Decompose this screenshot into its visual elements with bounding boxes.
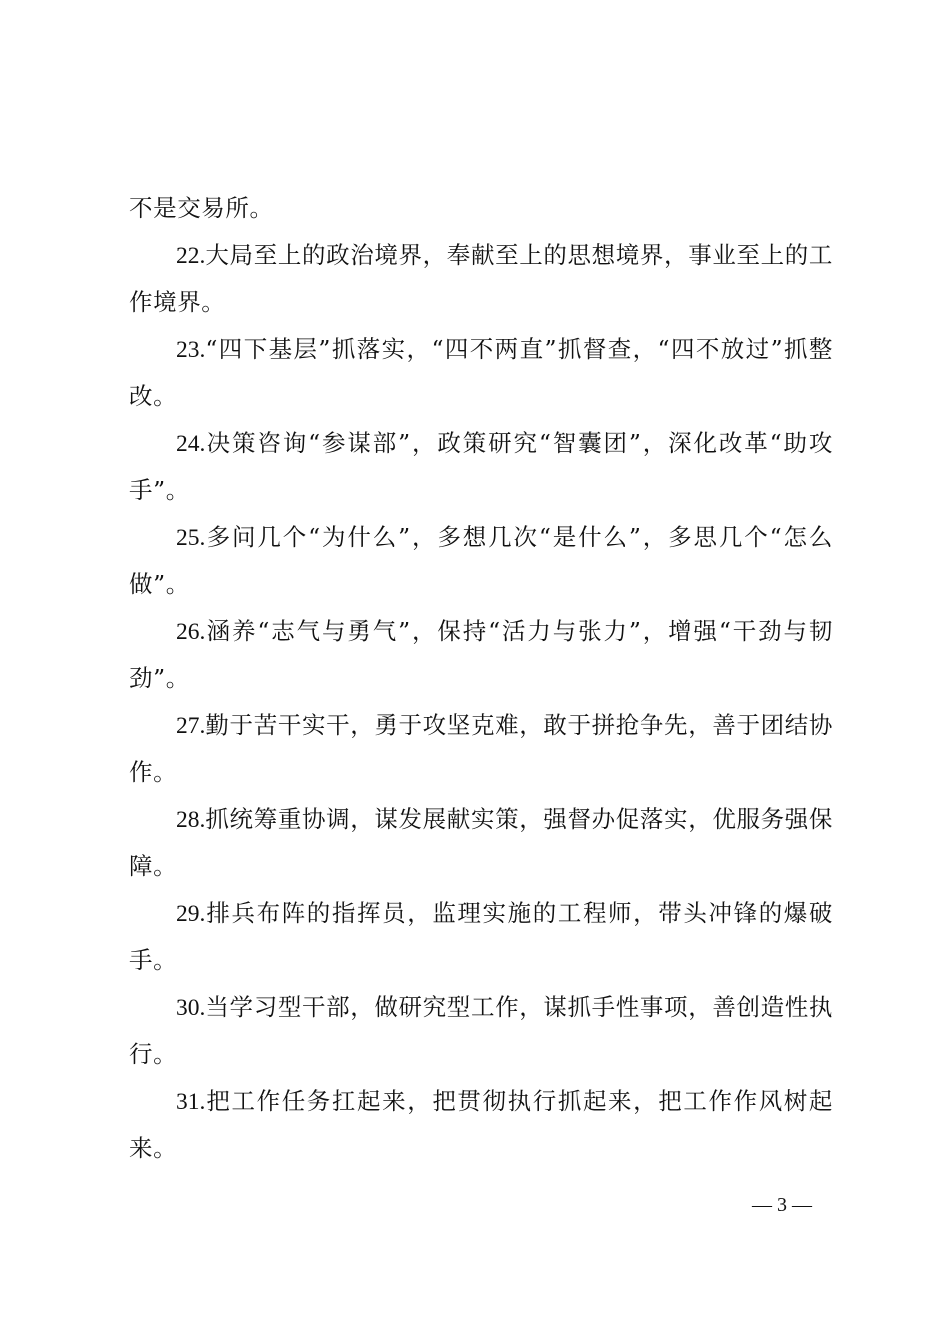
item-number: 31. bbox=[176, 1088, 206, 1115]
list-item-26 bbox=[129, 608, 833, 702]
item-text: 涵养“志气与勇气”，保持“活力与张力”，增强“干劲与韧劲”。 bbox=[129, 616, 833, 692]
list-item-23 bbox=[129, 326, 833, 420]
item-text: 把工作任务扛起来，把贯彻执行抓起来，把工作作风树起来。 bbox=[129, 1086, 833, 1162]
item-text: 当学习型干部，做研究型工作，谋抓手性事项，善创造性执行。 bbox=[129, 992, 833, 1068]
item-number: 23. bbox=[176, 336, 206, 363]
item-text: 多问几个“为什么”，多想几次“是什么”，多思几个“怎么做”。 bbox=[129, 522, 833, 598]
document-body bbox=[129, 185, 833, 1172]
list-item-29 bbox=[129, 890, 833, 984]
list-item-27 bbox=[129, 702, 833, 796]
list-item-30 bbox=[129, 984, 833, 1078]
item-number: 29. bbox=[176, 900, 206, 927]
paragraph-text: 不是交易所。 bbox=[129, 194, 274, 222]
item-number: 30. bbox=[176, 994, 206, 1021]
item-text: 勤于苦干实干，勇于攻坚克难，敢于拼抢争先，善于团结协作。 bbox=[129, 710, 833, 786]
item-text: 抓统筹重协调，谋发展献实策，强督办促落实，优服务强保障。 bbox=[129, 804, 833, 880]
item-number: 28. bbox=[176, 806, 206, 833]
list-item-24 bbox=[129, 420, 833, 514]
item-number: 27. bbox=[176, 712, 206, 739]
list-item-22 bbox=[129, 232, 833, 326]
item-number: 22. bbox=[176, 242, 206, 269]
list-item-25 bbox=[129, 514, 833, 608]
item-number: 24. bbox=[176, 430, 206, 457]
item-text: “四下基层”抓落实，“四不两直”抓督查，“四不放过”抓整改。 bbox=[129, 334, 833, 410]
item-text: 排兵布阵的指挥员，监理实施的工程师，带头冲锋的爆破手。 bbox=[129, 898, 833, 974]
paragraph-continuation bbox=[129, 185, 833, 232]
page-number: — 3 — bbox=[752, 1194, 812, 1216]
item-number: 25. bbox=[176, 524, 206, 551]
list-item-31 bbox=[129, 1078, 833, 1172]
list-item-28 bbox=[129, 796, 833, 890]
item-text: 决策咨询“参谋部”，政策研究“智囊团”，深化改革“助攻手”。 bbox=[129, 428, 833, 504]
item-text: 大局至上的政治境界，奉献至上的思想境界，事业至上的工作境界。 bbox=[129, 240, 833, 316]
item-number: 26. bbox=[176, 618, 206, 645]
